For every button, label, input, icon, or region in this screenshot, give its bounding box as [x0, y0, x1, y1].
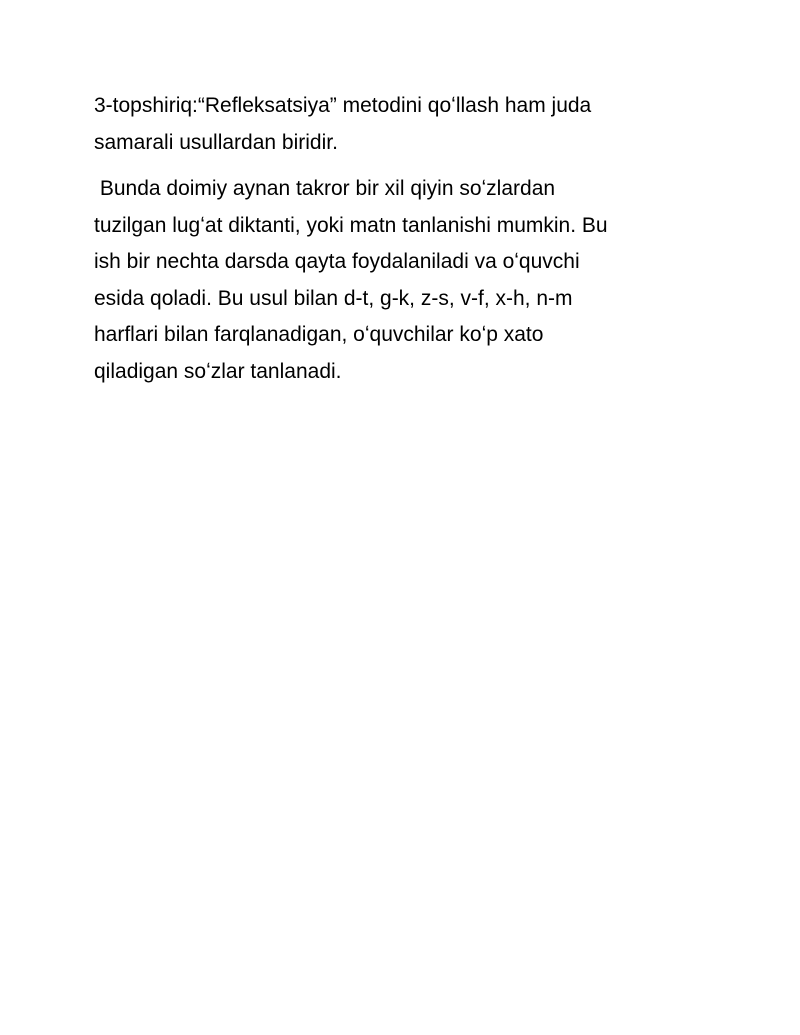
text-line: harflari bilan farqlanadigan, oʻquvchilar koʻp xato: [94, 323, 544, 346]
text-line: esida qoladi. Bu usul bilan d-t, g-k, z-s, v-f, x-h, n-m: [94, 286, 573, 310]
text-line: qiladigan soʻzlar tanlanadi.: [94, 359, 342, 383]
text-line: Bunda doimiy aynan takror bir xil qiyin soʻzlardan: [94, 177, 556, 200]
text-line: tuzilgan lugʻat diktanti, yoki matn tanlanishi mumkin. Bu: [94, 213, 608, 237]
text-line: samarali usullardan biridir.: [94, 130, 338, 154]
paragraph-task-heading: [94, 88, 704, 161]
text-line: ish bir nechta darsda qayta foydalaniladi va oʻquvchi: [94, 250, 580, 273]
paragraph-description: [94, 171, 704, 390]
text-line: 3-topshiriq:“Refleksatsiya” metodini qoʻllash ham juda: [94, 94, 592, 117]
document-body: [94, 88, 704, 390]
